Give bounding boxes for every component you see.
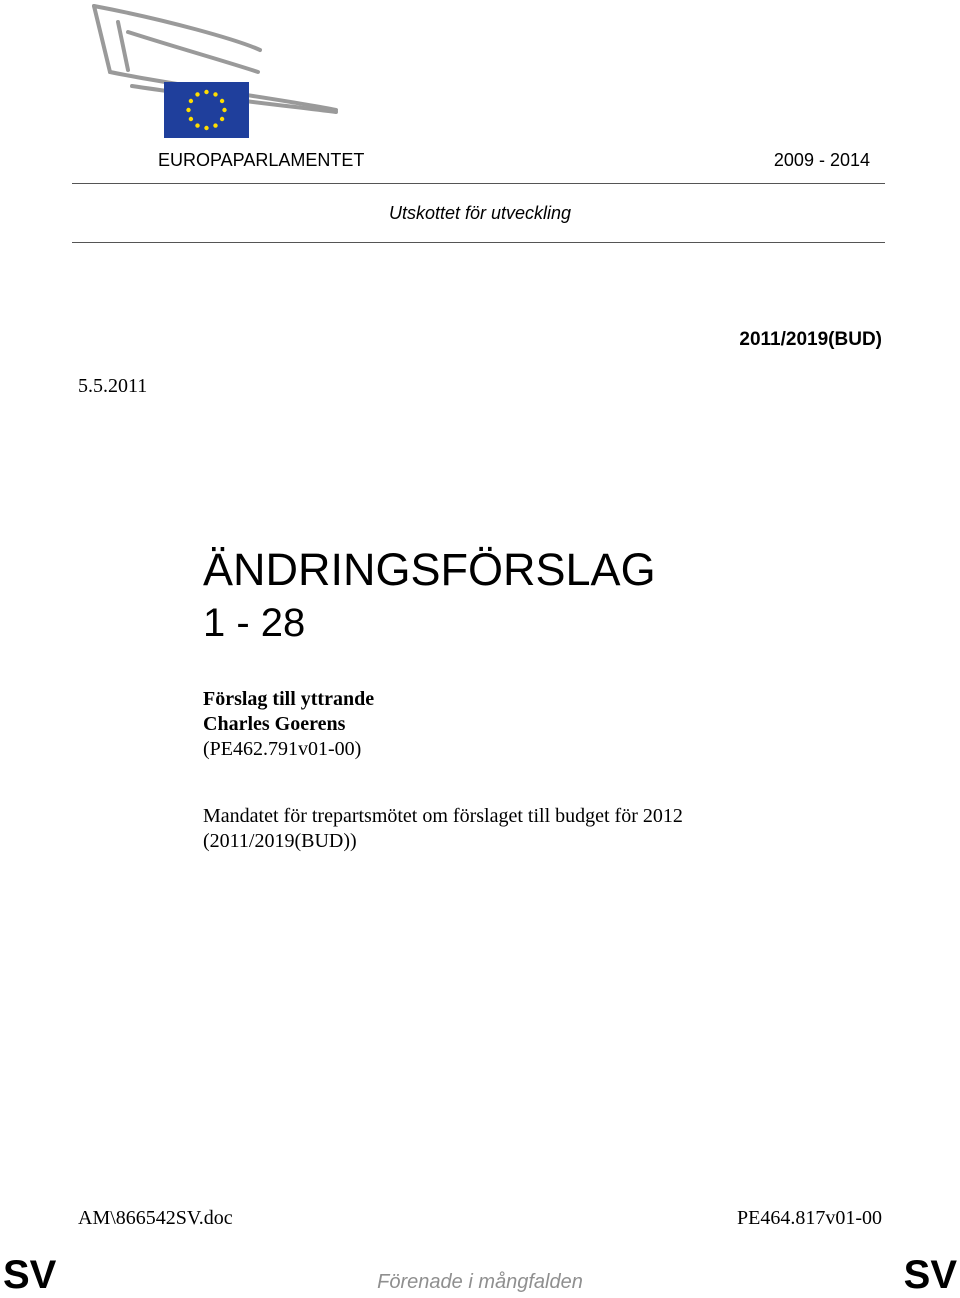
subject-text: Mandatet för trepartsmötet om förslaget till budget för 2012: [203, 805, 683, 827]
footer-file-name: AM\866542SV.doc: [78, 1207, 233, 1229]
draft-opinion-label: Förslag till yttrande: [203, 688, 375, 710]
eu-star: [195, 92, 199, 96]
eu-motto: Förenade i mångfalden: [377, 1271, 583, 1293]
committee-name: Utskottet för utveckling: [388, 203, 572, 223]
eu-star: [213, 92, 217, 96]
pe-reference: (PE462.791v01-00): [203, 738, 362, 760]
committee-divider: [72, 242, 885, 243]
eu-star: [220, 99, 224, 103]
amendment-range: 1 - 28: [203, 601, 306, 645]
language-code-left: SV: [3, 1253, 57, 1297]
parliamentary-term: 2009 - 2014: [773, 150, 870, 170]
eu-star: [189, 99, 193, 103]
procedure-number: 2011/2019(BUD): [739, 329, 882, 350]
eu-star: [204, 90, 208, 94]
european-parliament-logo: [88, 0, 340, 142]
document-date: 5.5.2011: [78, 375, 148, 397]
eu-star: [204, 126, 208, 130]
header-divider: [72, 183, 885, 184]
eu-flag-icon: [164, 82, 249, 138]
eu-star: [195, 123, 199, 127]
subject-reference: (2011/2019(BUD)): [203, 830, 357, 852]
footer-pe-number: PE464.817v01-00: [737, 1207, 882, 1229]
eu-star: [220, 117, 224, 121]
document-type-title: ÄNDRINGSFÖRSLAG: [203, 544, 656, 595]
eu-star: [222, 108, 226, 112]
eu-star: [186, 108, 190, 112]
rapporteur-name: Charles Goerens: [203, 713, 346, 735]
eu-star: [189, 117, 193, 121]
language-code-right: SV: [903, 1253, 957, 1297]
eu-star: [213, 123, 217, 127]
institution-name: EUROPAPARLAMENTET: [158, 150, 365, 170]
